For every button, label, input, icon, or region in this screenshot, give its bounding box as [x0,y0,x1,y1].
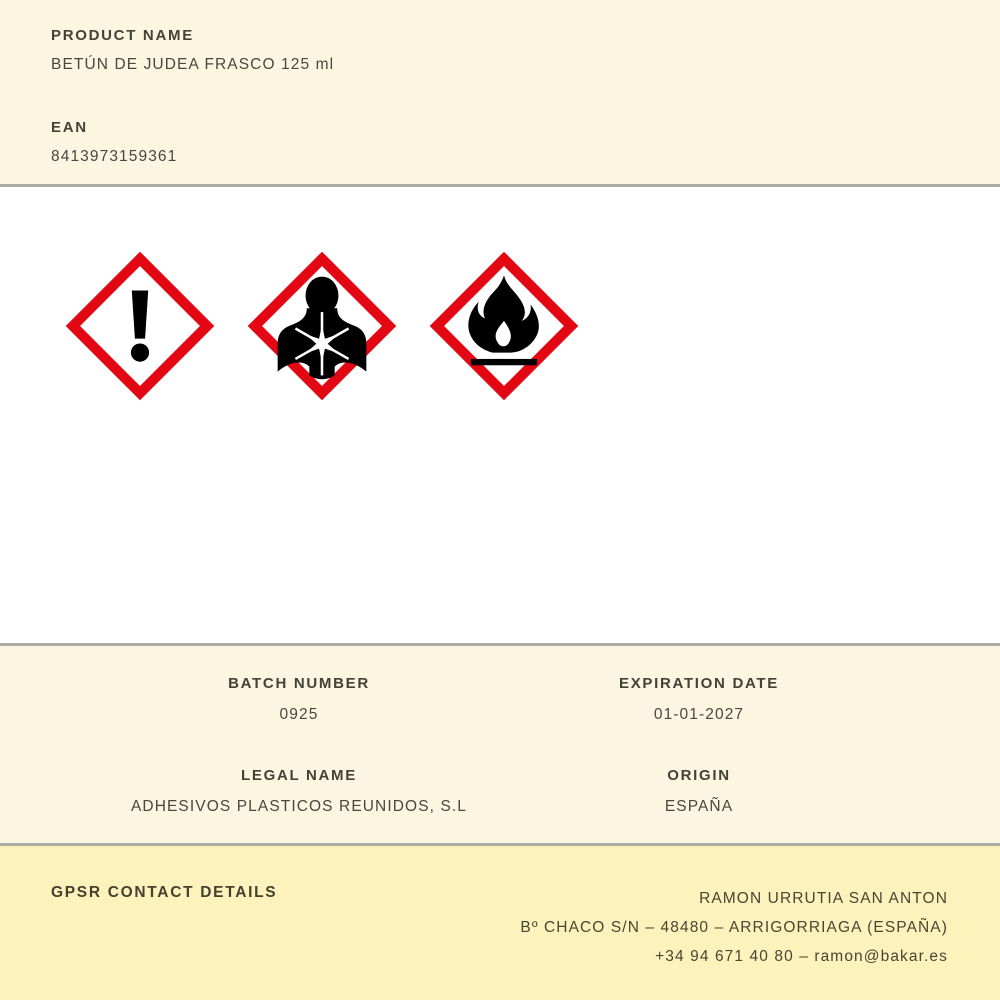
gpsr-contact-lines [520,884,948,971]
hazard-pictograms-section [0,187,1000,646]
batch-number-block [0,675,598,724]
batch-number-label: BATCH NUMBER [228,675,370,692]
contact-address: Bº CHACO S/N – 48480 – ARRIGORRIAGA (ESPAÑA) [520,919,948,936]
origin-block [598,767,800,816]
contact-person-name: RAMON URRUTIA SAN ANTON [699,890,948,907]
product-name-label: PRODUCT NAME [51,27,194,44]
legal-name-block [0,767,598,816]
contact-phone-email: +34 94 671 40 80 – ramon@bakar.es [655,948,948,965]
flame-hazard-icon [428,250,580,402]
origin-label: ORIGIN [667,767,731,784]
gpsr-contact-section [0,846,1000,1000]
expiration-date-value: 01-01-2027 [653,706,745,723]
legal-name-label: LEGAL NAME [241,767,357,784]
origin-value: ESPAÑA [664,798,734,815]
details-row-2 [0,767,1000,816]
product-name-value: BETÚN DE JUDEA FRASCO 125 ml [51,56,335,73]
health-hazard-icon [246,250,398,402]
legal-name-value: ADHESIVOS PLASTICOS REUNIDOS, S.L [130,798,468,815]
product-header-section [0,0,1000,187]
batch-number-value: 0925 [279,706,319,723]
ean-label: EAN [51,119,88,136]
product-details-section [0,646,1000,846]
details-row-1 [0,675,1000,724]
exclamation-hazard-icon [64,250,216,402]
gpsr-contact-label: GPSR CONTACT DETAILS [51,884,278,901]
ean-value: 8413973159361 [51,148,178,165]
expiration-date-label: EXPIRATION DATE [619,675,779,692]
expiration-date-block [598,675,800,724]
